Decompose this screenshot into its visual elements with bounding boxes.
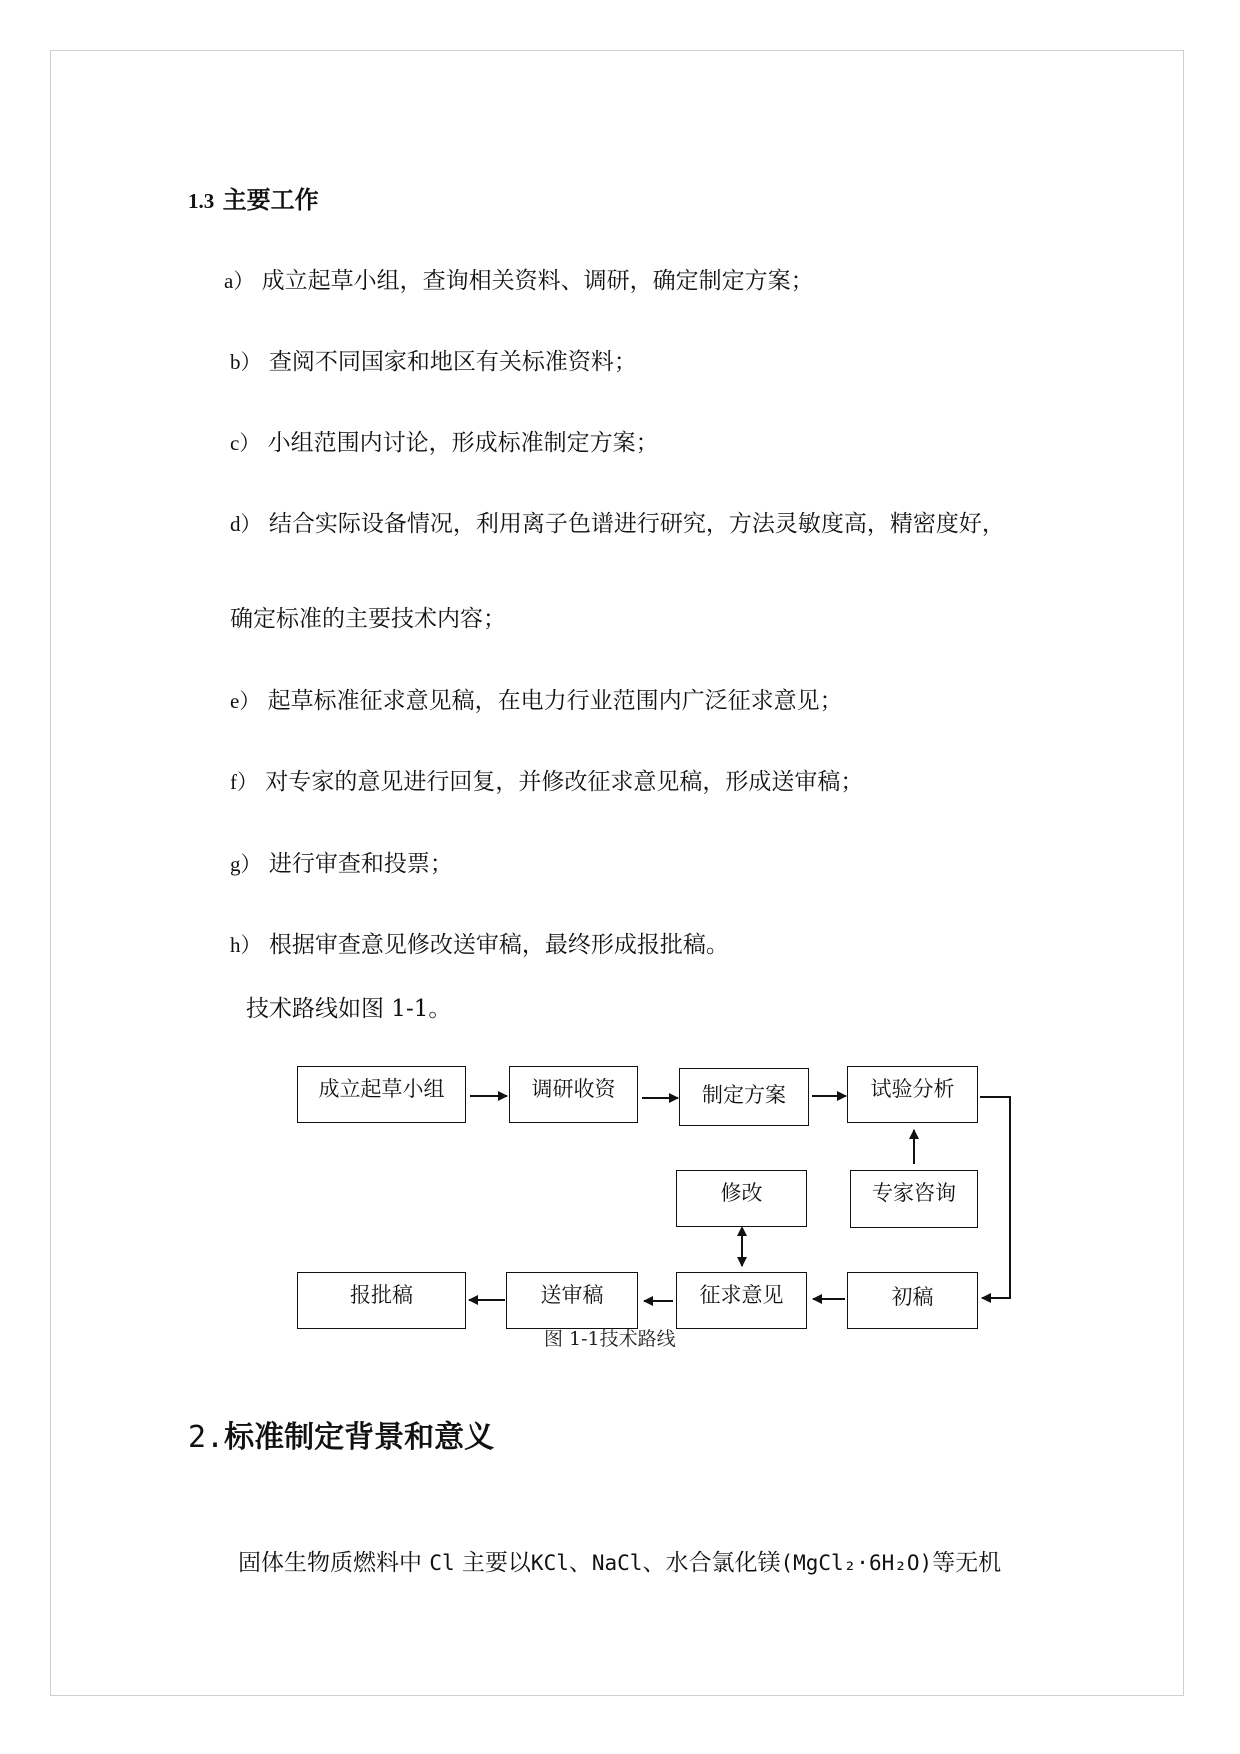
body-mid: 主要以 <box>461 1550 531 1576</box>
flow-node-draft-group: 成立起草小组 <box>297 1066 466 1123</box>
section-2-number: 2. <box>188 1420 225 1455</box>
item-marker: d） <box>230 512 262 536</box>
flow-node-plan: 制定方案 <box>679 1068 809 1126</box>
item-marker: g） <box>230 852 262 876</box>
route-intro: 技术路线如图 1-1。 <box>246 996 452 1022</box>
body-kcl: KCl <box>530 1551 569 1575</box>
body-cl: Cl <box>429 1551 455 1575</box>
flow-node-approval-draft: 报批稿 <box>297 1272 466 1329</box>
body-sep2: 、水合氯化镁 <box>642 1550 781 1576</box>
section-2-title: 标准制定背景和意义 <box>224 1420 495 1455</box>
flow-node-first-draft: 初稿 <box>847 1272 978 1329</box>
item-text: 对专家的意见进行回复，并修改征求意见稿，形成送审稿； <box>265 769 864 795</box>
body-prefix: 固体生物质燃料中 <box>238 1550 422 1576</box>
flow-node-solicit-opinions: 征求意见 <box>676 1272 807 1329</box>
body-paragraph <box>238 1544 1001 1577</box>
item-text: 结合实际设备情况，利用离子色谱进行研究，方法灵敏度高，精密度好， <box>268 511 1005 537</box>
item-marker: b） <box>230 350 262 374</box>
arrow-n4-n7 <box>980 1097 1010 1298</box>
body-sep1: 、 <box>568 1550 592 1576</box>
item-text: 确定标准的主要技术内容； <box>230 606 506 632</box>
item-marker: h） <box>230 933 262 957</box>
item-text: 起草标准征求意见稿，在电力行业范围内广泛征求意见； <box>267 688 843 714</box>
item-text: 查阅不同国家和地区有关标准资料； <box>268 349 637 375</box>
figure-caption: 图 1-1技术路线 <box>544 1328 676 1350</box>
body-nacl: NaCl <box>591 1551 643 1575</box>
item-text: 成立起草小组，查询相关资料、调研，确定制定方案； <box>261 268 814 294</box>
flow-node-expert-consult: 专家咨询 <box>850 1170 978 1228</box>
item-marker: a） <box>224 269 255 293</box>
flow-node-revise: 修改 <box>676 1170 807 1227</box>
section-number: 1.3 <box>188 189 215 213</box>
item-marker: e） <box>230 689 261 713</box>
body-formula: (MgCl₂·6H₂O) <box>780 1551 933 1575</box>
item-text: 小组范围内讨论，形成标准制定方案； <box>267 430 659 456</box>
item-text: 进行审查和投票； <box>268 851 453 877</box>
item-marker: f） <box>230 770 258 794</box>
section-title: 主要工作 <box>222 186 319 214</box>
flow-node-test-analysis: 试验分析 <box>847 1066 978 1123</box>
section-2-heading <box>188 1412 494 1456</box>
flow-node-research: 调研收资 <box>509 1066 638 1123</box>
body-suffix: 等无机 <box>932 1550 1002 1576</box>
flow-node-review-draft: 送审稿 <box>506 1272 638 1329</box>
item-text: 根据审查意见修改送审稿，最终形成报批稿。 <box>268 932 729 958</box>
item-marker: c） <box>230 431 261 455</box>
